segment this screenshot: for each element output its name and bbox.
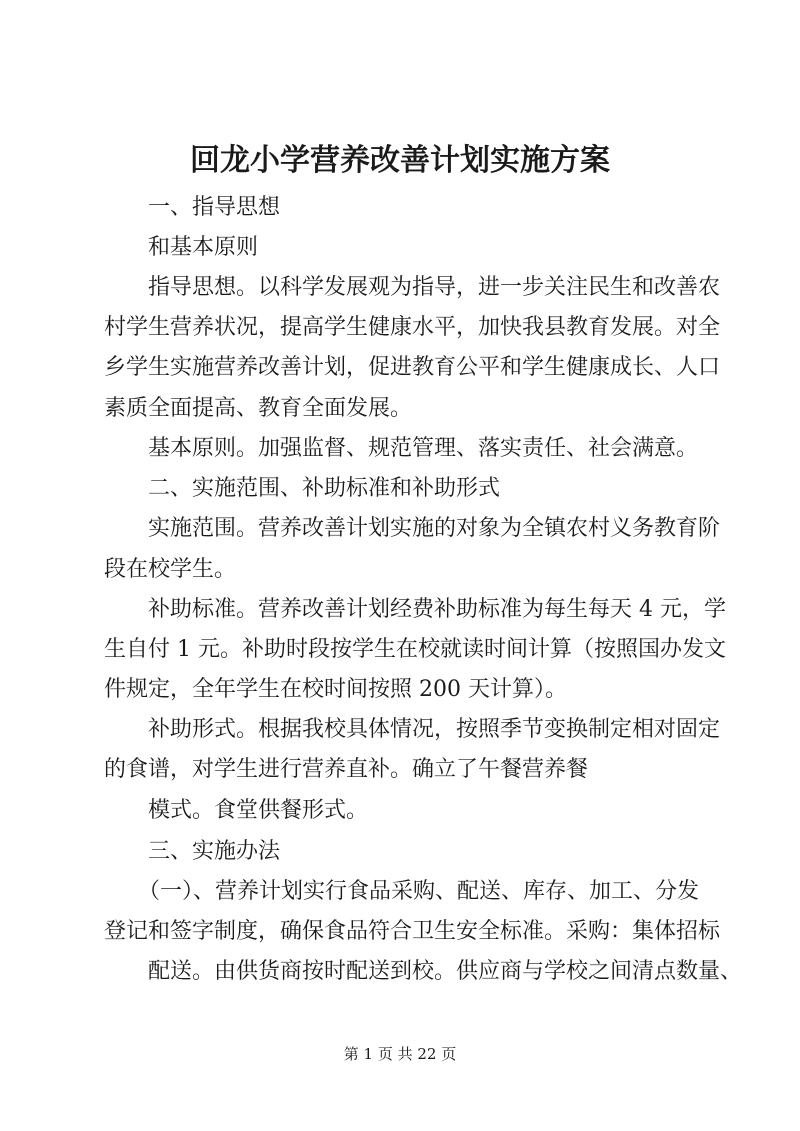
document-title: 回龙小学营养改善计划实施方案 xyxy=(190,143,610,178)
text-line: 件规定，全年学生在校时间按照 200 天计算）。 xyxy=(104,677,567,702)
text-line: 素质全面提高、教育全面发展。 xyxy=(104,396,413,421)
text-line: 配送。由供货商按时配送到校。供应商与学校之间清点数量、 xyxy=(148,959,743,984)
text-line: 三、实施办法 xyxy=(148,839,281,864)
text-line: 生自付 1 元。补助时段按学生在校就读时间计算（按照国办发文 xyxy=(104,637,726,662)
text-line: 实施范围。营养改善计划实施的对象为全镇农村义务教育阶 xyxy=(148,516,721,541)
text-line: 村学生营养状况，提高学生健康水平，加快我县教育发展。对全 xyxy=(104,315,721,340)
text-line: 指导思想。以科学发展观为指导，进一步关注民生和改善农 xyxy=(148,275,721,300)
text-line: （一）、营养计划实行食品采购、配送、库存、加工、分发 xyxy=(138,879,700,904)
text-line: 的食谱，对学生进行营养直补。确立了午餐营养餐 xyxy=(104,757,589,782)
text-line: 乡学生实施营养改善计划，促进教育公平和学生健康成长、人口 xyxy=(104,355,721,380)
text-line: 模式。食堂供餐形式。 xyxy=(148,798,369,823)
text-line: 基本原则。加强监督、规范管理、落实责任、社会满意。 xyxy=(148,436,699,461)
text-line: 二、实施范围、补助标准和补助形式 xyxy=(148,476,501,501)
text-line: 和基本原则 xyxy=(148,235,259,260)
page-footer: 第 1 页 共 22 页 xyxy=(343,1045,457,1063)
text-line: 补助标准。营养改善计划经费补助标准为每生每天 4 元，学 xyxy=(148,597,726,622)
text-line: 段在校学生。 xyxy=(104,557,237,582)
text-line: 补助形式。根据我校具体情况，按照季节变换制定相对固定 xyxy=(148,717,721,742)
text-line: 一、指导思想 xyxy=(148,195,281,220)
text-line: 登记和签字制度，确保食品符合卫生安全标准。采购：集体招标 xyxy=(104,919,721,944)
